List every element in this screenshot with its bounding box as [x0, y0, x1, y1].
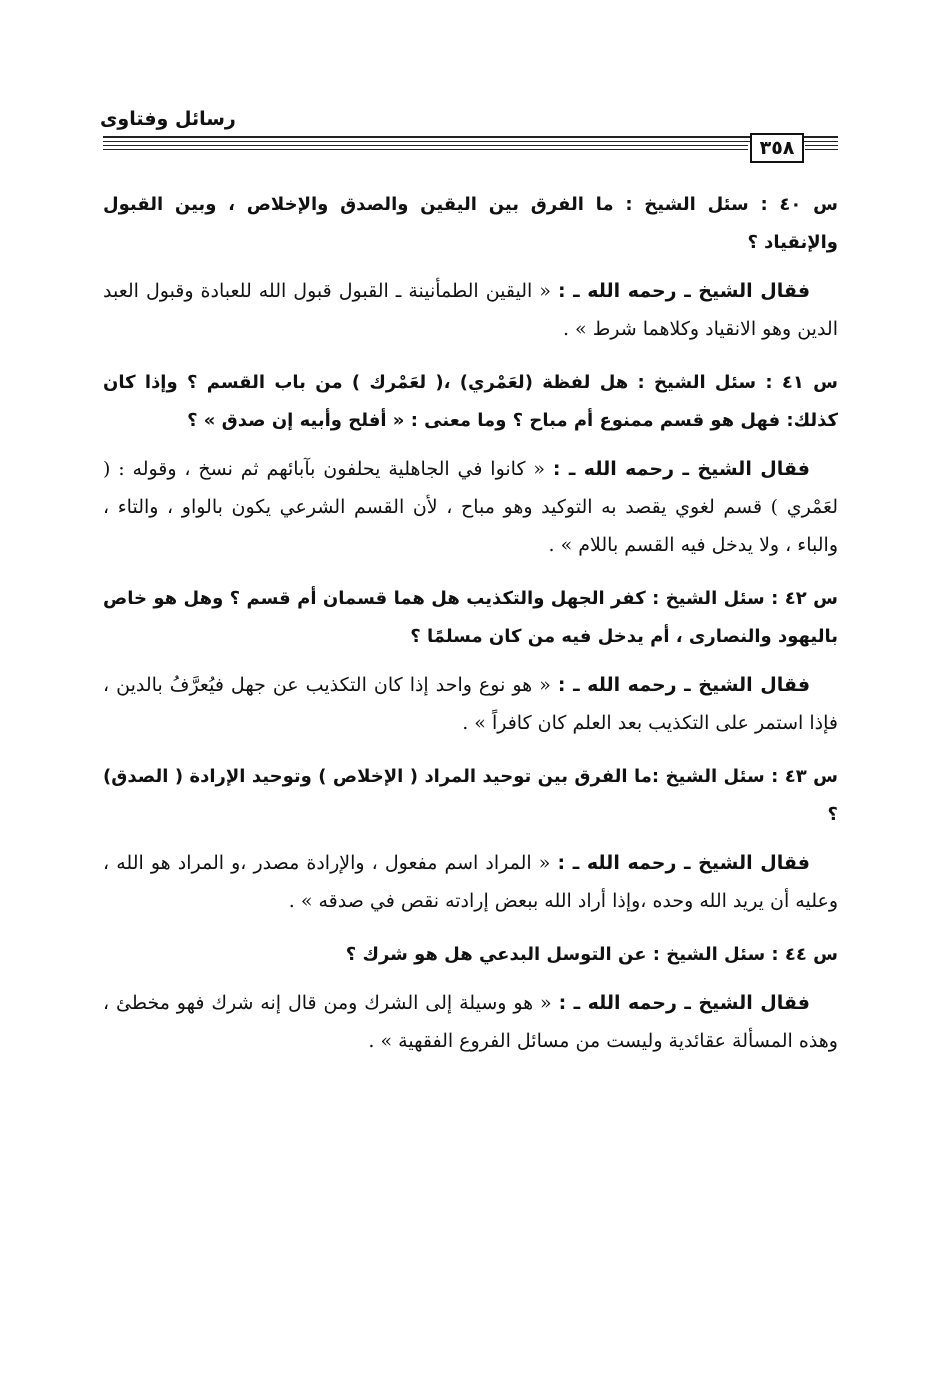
qa-item [103, 936, 838, 1060]
answer-lead: فقال الشيخ ـ رحمه الله ـ : [557, 674, 811, 696]
header-rule [805, 149, 838, 150]
header-rule [103, 136, 838, 138]
answer-lead: فقال الشيخ ـ رحمه الله ـ : [558, 992, 810, 1014]
question-44: س ٤٤ : سئل الشيخ : عن التوسل البدعي هل هو شرك ؟ [345, 944, 838, 965]
qa-item [103, 758, 838, 920]
answer-41 [103, 450, 838, 564]
header-rule [103, 141, 838, 142]
header-rule [805, 145, 838, 146]
header-rule [103, 149, 748, 150]
question-40: س ٤٠ : سئل الشيخ : ما الفرق بين اليقين والصدق والإخلاص ، وبين القبول والإنقياد ؟ [103, 194, 838, 253]
answer-40 [103, 272, 838, 348]
answer-44 [103, 984, 838, 1060]
qa-item [103, 364, 838, 564]
question-42: س ٤٢ : سئل الشيخ : كفر الجهل والتكذيب هل هما قسمان أم قسم ؟ وهل هو خاص باليهود والنصارى ، أم يدخل فيه من كان مسلمًا ؟ [103, 588, 838, 647]
header-rule [103, 145, 748, 146]
page-number: ٣٥٨ [750, 133, 804, 163]
answer-42 [103, 666, 838, 742]
answer-43 [103, 844, 838, 920]
qa-item [103, 580, 838, 742]
answer-lead: فقال الشيخ ـ رحمه الله ـ : [557, 852, 811, 874]
question-43: س ٤٣ : سئل الشيخ :ما الفرق بين توحيد المراد ( الإخلاص ) وتوحيد الإرادة ( الصدق) ؟ [103, 766, 838, 825]
answer-text: « كانوا في الجاهلية يحلفون بآبائهم ثم نسخ ، وقوله : ( لعَمْري ) قسم لغوي يقصد به التوكيد وهو مباح ، لأن القسم الشرعي يكون بالواو ، والتاء ، والباء ، ولا يدخل فيه القسم باللام » . [103, 458, 838, 556]
qa-item [103, 186, 838, 348]
answer-text: « هو نوع واحد إذا كان التكذيب عن جهل فيُعرَّفُ بالدين ، فإذا استمر على التكذيب بعد العلم كان كافراً » . [103, 674, 838, 734]
qa-content [103, 186, 838, 1076]
answer-text: « هو وسيلة إلى الشرك ومن قال إنه شرك فهو مخطئ ، وهذه المسألة عقائدية وليست من مسائل الفروع الفقهية » . [103, 992, 838, 1052]
answer-text: « اليقين الطمأنينة ـ القبول قبول الله للعبادة وقبول العبد الدين وهو الانقياد وكلاهما شرط » . [103, 280, 838, 340]
answer-lead: فقال الشيخ ـ رحمه الله ـ : [552, 458, 810, 480]
answer-text: « المراد اسم مفعول ، والإرادة مصدر ،و المراد هو الله ، وعليه أن يريد الله وحده ،وإذا أراد الله ببعض إرادته نقص في صدقه » . [103, 852, 838, 912]
question-41: س ٤١ : سئل الشيخ : هل لفظة (لعَمْري) ،( لعَمْرك ) من باب القسم ؟ وإذا كان كذلك: فهل هو قسم ممنوع أم مباح ؟ وما معنى : « أفلح وأبيه إن صدق » ؟ [103, 372, 838, 431]
answer-lead: فقال الشيخ ـ رحمه الله ـ : [557, 280, 811, 302]
running-title: رسائل وفتاوى [100, 108, 236, 130]
